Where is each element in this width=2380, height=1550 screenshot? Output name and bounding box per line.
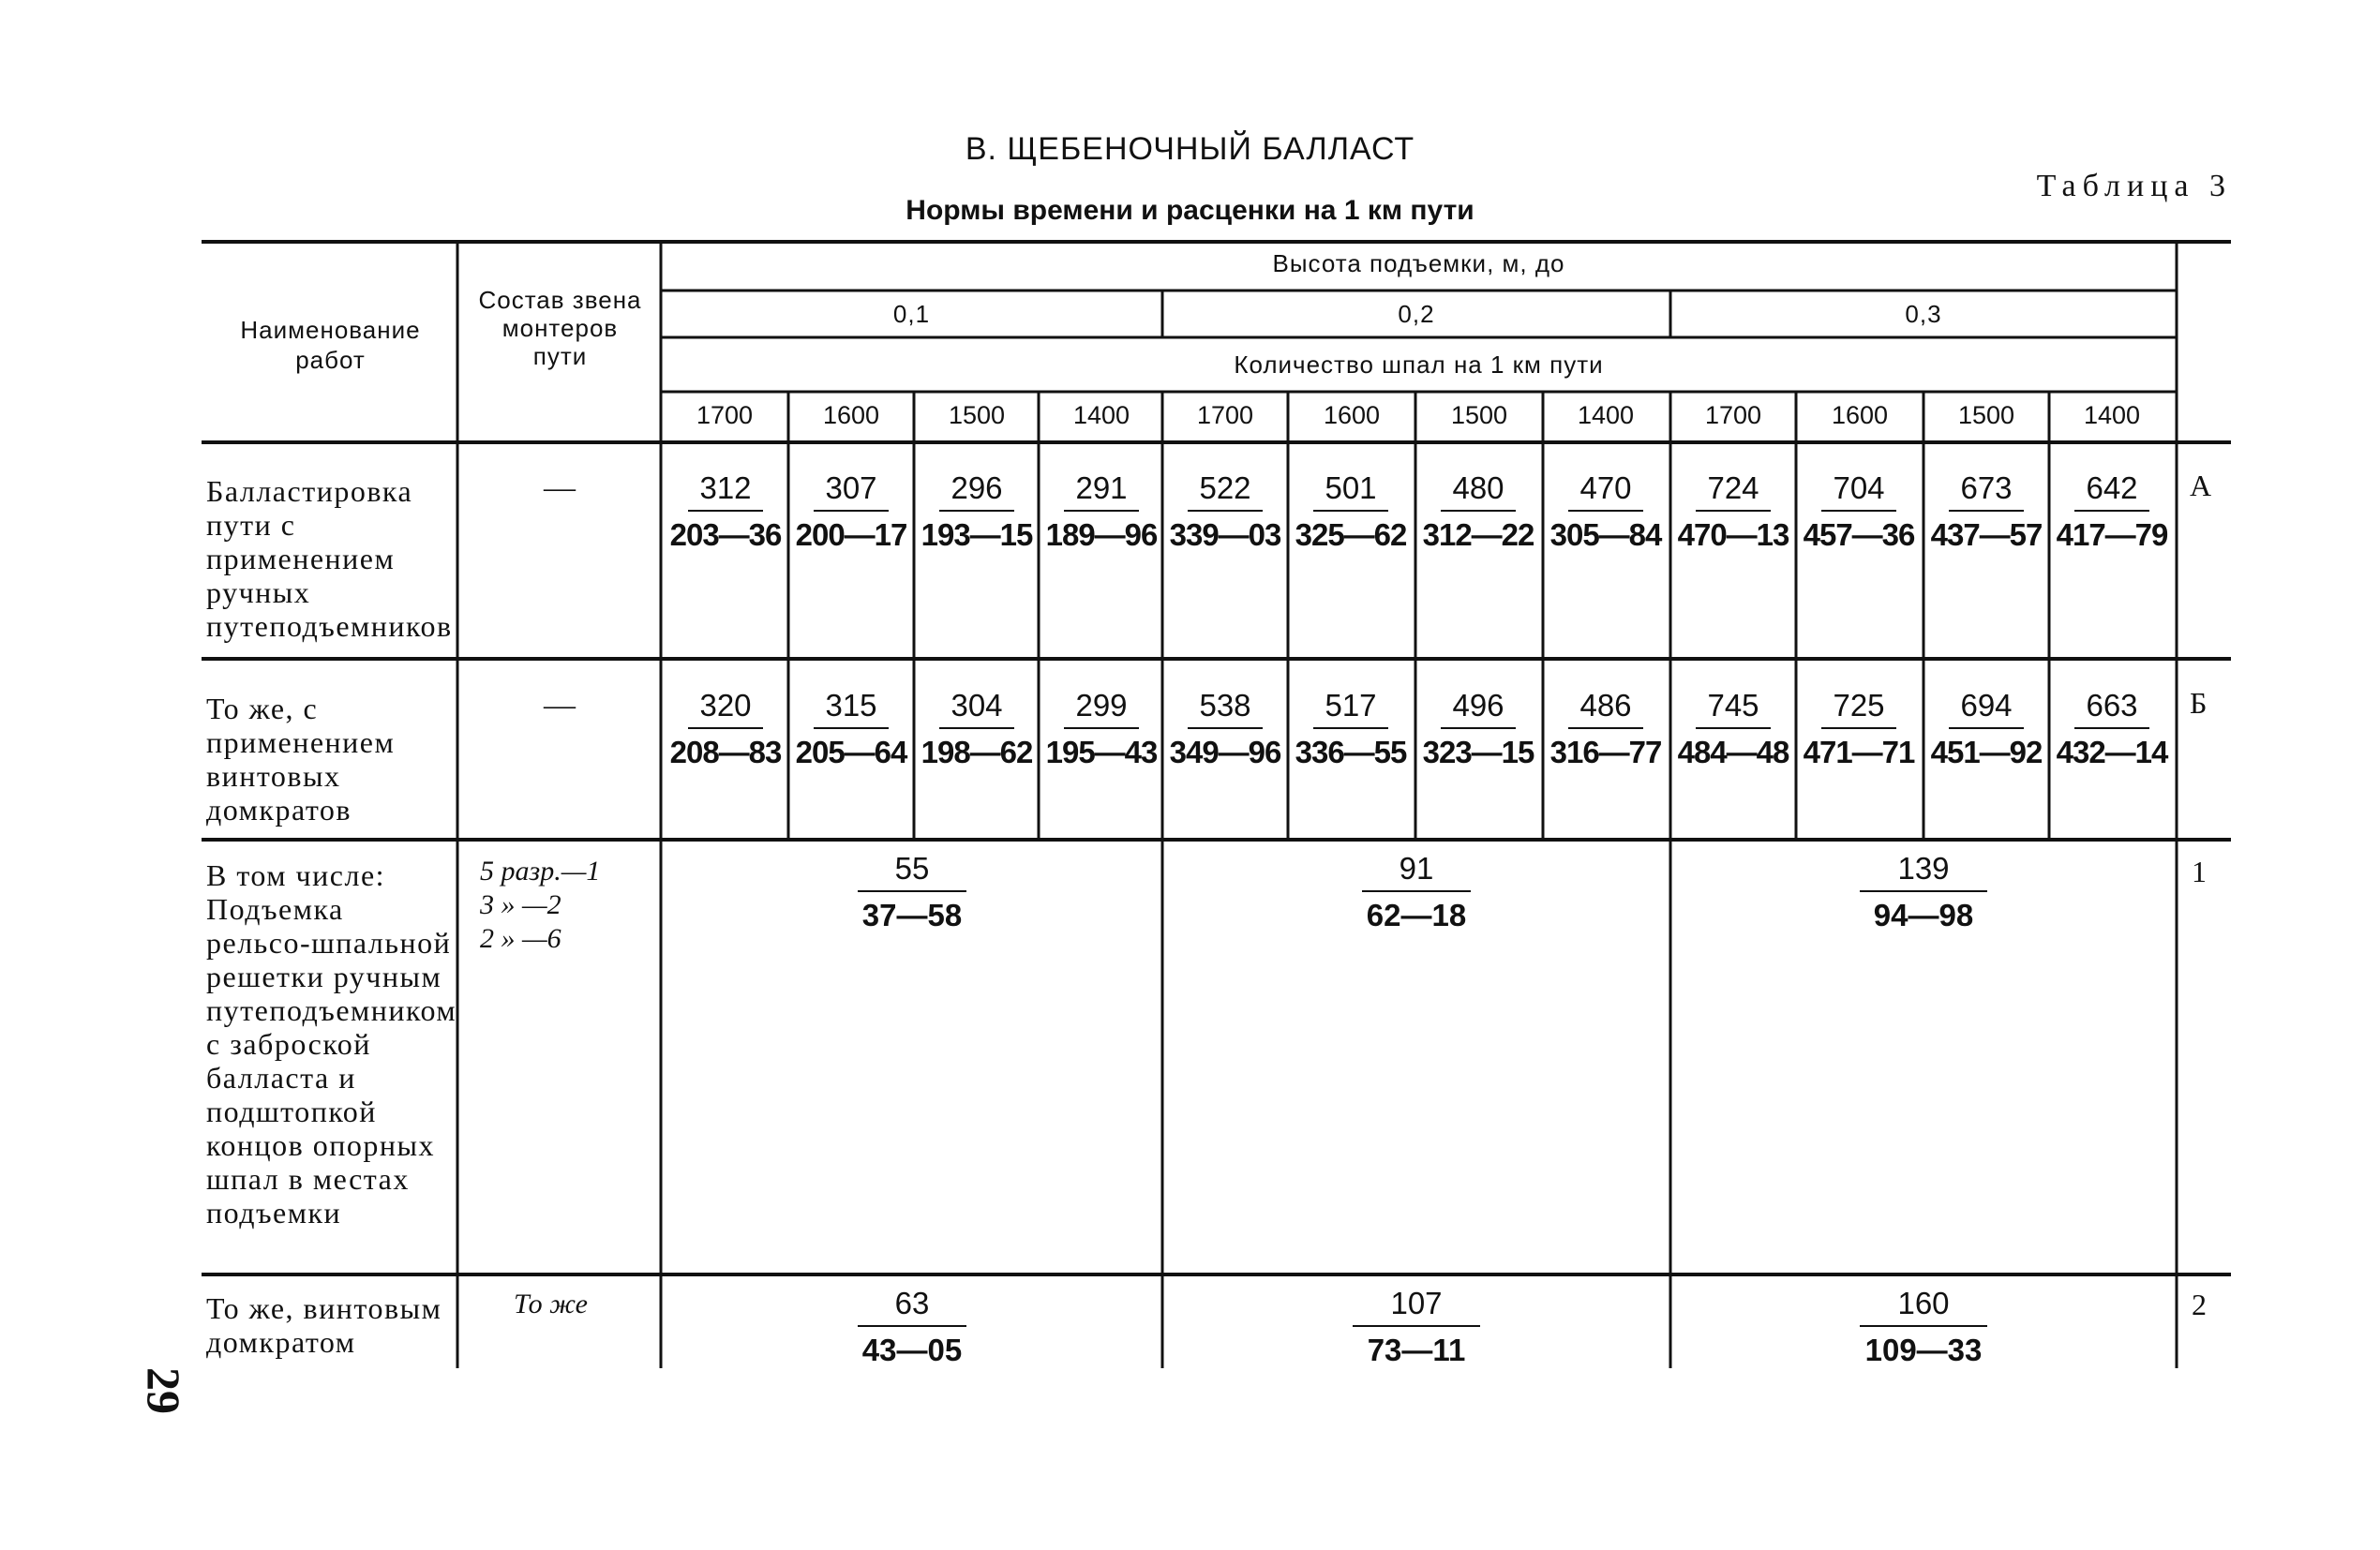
rate-cell: 139 94—98 <box>1783 851 2064 933</box>
crew-line: 2 » —6 <box>480 923 561 954</box>
work-name-row-2: То же, винтовым домкратом <box>206 1291 442 1359</box>
work-name-row-b: То же, с применением винтовых домкратов <box>206 692 396 827</box>
header-work-name: Наименование работ <box>240 316 421 374</box>
work-name-row-1: В том числе: Подъемка рельсо-шпальной решетки ручным путеподъемником с заброской балласта и подштопкой концов опорных шпал в местах подъемки <box>206 858 457 1230</box>
page-number: 29 <box>138 1367 190 1414</box>
rate-cell: $\frac{296}{193—15}$ <box>921 470 1033 552</box>
rate-cell: $\frac{538}{349—96}$ <box>1169 688 1281 769</box>
rate-cell: 91 62—18 <box>1276 851 1557 933</box>
rate-cell: 160 109—33 <box>1783 1286 2064 1368</box>
sleeper-count-header: 1500 <box>1450 401 1508 429</box>
rate-cell: $\frac{304}{198—62}$ <box>921 688 1033 769</box>
crew-row-b: — <box>544 688 576 723</box>
sleeper-count-header: 1500 <box>948 401 1006 429</box>
section-title: В. ЩЕБЕНОЧНЫЙ БАЛЛАСТ <box>965 131 1415 167</box>
sleeper-count-header: 1600 <box>1323 401 1381 429</box>
rate-cell: $\frac{745}{484—48}$ <box>1677 688 1789 769</box>
header-lift-height: Высота подъемки, м, до <box>1272 249 1565 277</box>
rate-cell: $\frac{694}{451—92}$ <box>1930 688 2043 769</box>
rate-cell: $\frac{663}{432—14}$ <box>2056 688 2168 769</box>
table-subtitle: Нормы времени и расценки на 1 км пути <box>906 195 1474 226</box>
sleeper-count-header: 1500 <box>1957 401 2015 429</box>
rate-cell: $\frac{725}{471—71}$ <box>1803 688 1915 769</box>
sleeper-count-header: 1600 <box>822 401 880 429</box>
header-crew: Состав звена монтеров пути <box>478 286 642 370</box>
table-label: Таблица 3 <box>2036 169 2232 203</box>
rate-cell: 63 43—05 <box>771 1286 1053 1368</box>
rate-cell: $\frac{704}{457—36}$ <box>1803 470 1915 552</box>
crew-line: 5 разр.—1 <box>480 856 601 887</box>
header-height-02: 0,2 <box>1398 300 1435 328</box>
row-code-2: 2 <box>2192 1288 2207 1321</box>
rate-cell: $\frac{496}{323—15}$ <box>1422 688 1534 769</box>
rate-cell: $\frac{517}{336—55}$ <box>1295 688 1407 769</box>
rate-cell: $\frac{291}{189—96}$ <box>1045 470 1158 552</box>
crew-composition-row-1 <box>480 855 600 956</box>
header-height-01: 0,1 <box>892 300 931 328</box>
sleeper-count-header: 1700 <box>1704 401 1762 429</box>
rate-cell: $\frac{522}{339—03}$ <box>1169 470 1281 552</box>
rate-cell: 107 73—11 <box>1276 1286 1557 1368</box>
rate-cell: $\frac{480}{312—22}$ <box>1422 470 1534 552</box>
rate-cell: $\frac{307}{200—17}$ <box>795 470 907 552</box>
rate-cell: $\frac{315}{205—64}$ <box>795 688 907 769</box>
work-name-row-a: Балластировка пути с применением ручных путеподъемников <box>206 474 453 643</box>
sleeper-count-header: 1400 <box>2083 401 2141 429</box>
sleeper-count-header: 1600 <box>1831 401 1889 429</box>
rate-cell: $\frac{673}{437—57}$ <box>1930 470 2043 552</box>
sleeper-count-header: 1400 <box>1577 401 1635 429</box>
rate-cell: $\frac{501}{325—62}$ <box>1295 470 1407 552</box>
crew-row-2: То же <box>514 1289 588 1319</box>
sleeper-count-header: 1400 <box>1072 401 1130 429</box>
row-code-1: 1 <box>2192 855 2207 888</box>
rate-cell: 55 37—58 <box>771 851 1053 933</box>
header-height-03: 0,3 <box>1905 300 1942 328</box>
rate-cell: $\frac{320}{208—83}$ <box>669 688 782 769</box>
rate-cell: $\frac{724}{470—13}$ <box>1677 470 1789 552</box>
row-code-a: А <box>2190 469 2212 502</box>
crew-line: 3 » —2 <box>480 889 561 920</box>
rate-cell: $\frac{486}{316—77}$ <box>1549 688 1662 769</box>
crew-row-a: — <box>544 470 576 505</box>
rate-cell: $\frac{470}{305—84}$ <box>1549 470 1662 552</box>
row-code-b: Б <box>2190 686 2208 720</box>
header-sleeper-count: Количество шпал на 1 км пути <box>1234 350 1604 379</box>
rate-cell: $\frac{642}{417—79}$ <box>2056 470 2168 552</box>
rate-cell: $\frac{312}{203—36}$ <box>669 470 782 552</box>
sleeper-count-header: 1700 <box>1196 401 1254 429</box>
rate-cell: $\frac{299}{195—43}$ <box>1045 688 1158 769</box>
sleeper-count-header: 1700 <box>696 401 754 429</box>
